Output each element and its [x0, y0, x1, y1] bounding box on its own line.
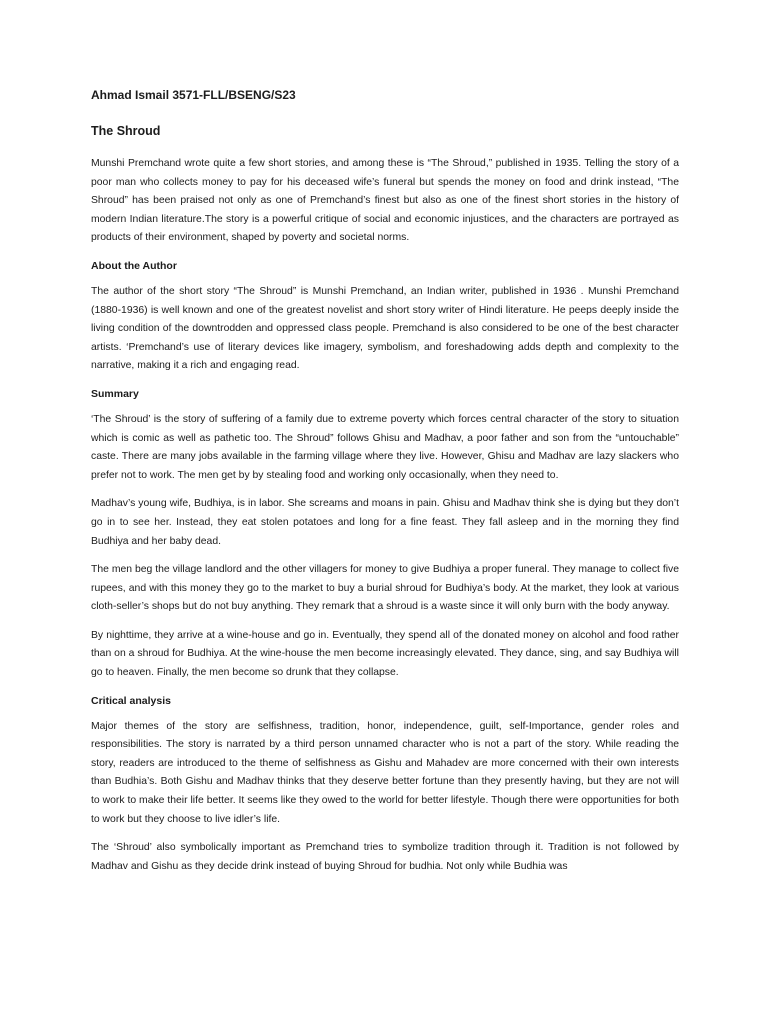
- summary-paragraph: ‘The Shroud’ is the story of suffering of a family due to extreme poverty which forces central character of the story to situation which is comic as well as pathetic too. The Shroud” follows Ghisu and Madhav, a poor father and son from the “untouchable” caste. There are many jobs available in the farming village where they live. However, Ghisu and Madhav are lazy slackers who prefer not to work. The men get by by stealing food and working only occasionally, when they need to.: [91, 413, 679, 481]
- author-line: Ahmad Ismail 3571-FLL/BSENG/S23: [91, 88, 296, 102]
- summary-paragraph: Madhav’s young wife, Budhiya, is in labor. She screams and moans in pain. Ghisu and Madhav think she is dying but they don’t go in to see her. Instead, they eat stolen potatoes and long for a fine feast. They fall asleep and in the morning they find Budhiya and her baby dead.: [91, 498, 679, 547]
- document-title: The Shroud: [91, 124, 161, 138]
- critical-analysis-paragraph: The ‘Shroud’ also symbolically important as Premchand tries to symbolize tradition through it. Tradition is not followed by Madhav and Gishu as they decide drink instead of buying Shroud for budhia. Not only while Budhia was: [91, 842, 679, 872]
- section-heading-critical-analysis: Critical analysis: [91, 694, 171, 707]
- about-author-paragraph: The author of the short story “The Shroud” is Munshi Premchand, an Indian writer, published in 1936 . Munshi Premchand (1880-1936) is well known and one of the greatest novelist and short story writer of Hindi literature. He peeps deeply inside the living condition of the downtrodden and oppressed class people. Premchand is also considered to be one of the best character artists. ‘Premchand’s use of literary devices like imagery, symbolism, and foreshadowing adds depth and complexity to the narrative, making it a rich and engaging read.: [91, 285, 679, 372]
- critical-analysis-paragraph: Major themes of the story are selfishness, tradition, honor, independence, guilt, self-Importance, gender roles and responsibilities. The story is narrated by a third person unnamed character who is not a part of the story. While reading the story, readers are introduced to the theme of selfishness as Gishu and Mahadev are more concerned with their own interests than Budhia’s. Both Gishu and Madhav thinks that they deserve better fortune than they presently having, but they are not will to work to make their life better. It seems like they owed to the world for better lifestyle. Though there were opportunities for both to work but they choose to live idler’s life.: [91, 720, 679, 825]
- summary-paragraph: The men beg the village landlord and the other villagers for money to give Budhiya a proper funeral. They manage to collect five rupees, and with this money they go to the market to buy a burial shroud for Budhiya’s body. At the market, they look at various cloth-seller’s shops but do not buy anything. They remark that a shroud is a waste since it will only burn with the body anyway.: [91, 564, 679, 613]
- intro-paragraph: Munshi Premchand wrote quite a few short stories, and among these is “The Shroud,” published in 1935. Telling the story of a poor man who collects money to pay for his deceased wife’s funeral but spends the money on food and drink instead, “The Shroud” has been praised not only as one of Premchand’s finest but also as one of the finest short stories in the history of modern Indian literature.The story is a powerful critique of social and economic injustices, and the characters are portrayed as products of their environment, shaped by poverty and societal norms.: [91, 158, 679, 244]
- document-page: [91, 86, 679, 886]
- section-heading-summary: Summary: [91, 387, 139, 400]
- section-heading-about-author: About the Author: [91, 259, 177, 272]
- summary-paragraph: By nighttime, they arrive at a wine-house and go in. Eventually, they spend all of the donated money on alcohol and food rather than on a shroud for Budhiya. At the wine-house the men become increasingly elevated. They dance, sing, and say Budhiya will go to heaven. Finally, the men become so drunk that they collapse.: [91, 629, 679, 679]
